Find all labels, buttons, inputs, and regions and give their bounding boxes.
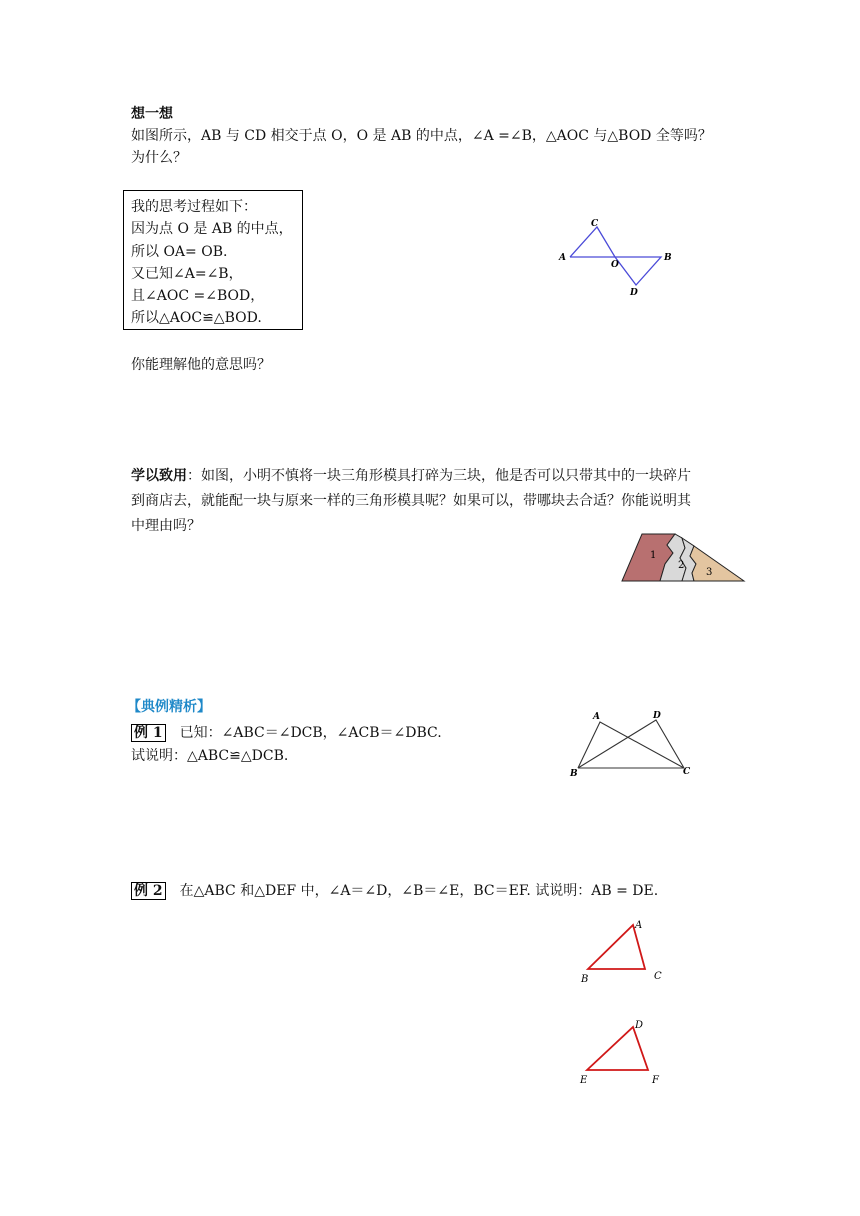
prompt-understand: 你能理解他的意思吗？ bbox=[131, 357, 271, 373]
example-1-figure bbox=[568, 708, 698, 780]
tri2-label-E: E bbox=[580, 1075, 588, 1086]
tri2-label-F: F bbox=[652, 1075, 659, 1086]
example-1-given bbox=[131, 723, 442, 743]
label-B: B bbox=[664, 253, 672, 263]
piece-3-label: 3 bbox=[706, 567, 713, 578]
ex1-label-B: B bbox=[570, 769, 578, 779]
broken-triangle-figure bbox=[620, 528, 748, 584]
apply-label: 学以致用 bbox=[131, 468, 187, 484]
ex1-label-A: A bbox=[593, 712, 600, 722]
box-line: 且∠AOC =∠BOD， bbox=[131, 288, 265, 305]
example-1-given-text: 已知：∠ABC＝∠DCB，∠ACB＝∠DBC. bbox=[179, 725, 442, 741]
piece-1-label: 1 bbox=[650, 550, 657, 561]
tri1-label-C: C bbox=[654, 971, 662, 982]
apply-text: ：如图，小明不慎将一块三角形模具打碎为三块，他是否可以只带其中的一块碎片 bbox=[187, 468, 691, 484]
box-line: 我的思考过程如下： bbox=[131, 199, 257, 215]
example-2-tag: 例 2 bbox=[131, 882, 166, 900]
box-line: 所以 OA= OB. bbox=[131, 243, 228, 260]
label-C: C bbox=[591, 219, 599, 229]
example-1-tag: 例 1 bbox=[131, 724, 166, 742]
label-A: A bbox=[559, 253, 566, 263]
apply-line-1 bbox=[131, 466, 691, 486]
triangle-def-figure bbox=[575, 1015, 675, 1090]
question-line-2: 为什么？ bbox=[131, 150, 187, 166]
thinking-process-box bbox=[123, 190, 303, 330]
box-line: 又已知∠A=∠B， bbox=[131, 265, 243, 282]
question-line-1: 如图所示，AB 与 CD 相交于点 O，O 是 AB 的中点，∠A =∠B，△AOC 与△BOD 全等吗？ bbox=[131, 128, 712, 144]
label-D: D bbox=[630, 288, 638, 298]
ex1-label-D: D bbox=[653, 711, 661, 721]
label-O: O bbox=[611, 260, 619, 270]
example-2-text bbox=[131, 881, 658, 901]
triangle-abc-figure bbox=[575, 915, 675, 990]
tri1-label-B: B bbox=[581, 974, 589, 985]
apply-line-3: 中理由吗？ bbox=[131, 518, 201, 534]
figure-aob-cod bbox=[555, 215, 685, 300]
box-line: 所以△AOC≌△BOD. bbox=[131, 310, 262, 327]
section-title-think: 想一想 bbox=[131, 106, 173, 122]
tri2-label-D: D bbox=[635, 1020, 644, 1031]
heading-example-analysis: 【典例精析】 bbox=[127, 699, 211, 715]
ex1-label-C: C bbox=[683, 767, 691, 777]
tri1-label-A: A bbox=[635, 920, 643, 931]
example-1-prove: 试说明：△ABC≌△DCB. bbox=[131, 748, 289, 764]
box-line: 因为点 O 是 AB 的中点， bbox=[131, 221, 293, 238]
piece-2-label: 2 bbox=[678, 560, 685, 571]
example-2-body: 在△ABC 和△DEF 中，∠A＝∠D，∠B＝∠E，BC＝EF. 试说明：AB = DE. bbox=[179, 883, 659, 899]
apply-line-2: 到商店去，就能配一块与原来一样的三角形模具呢？如果可以，带哪块去合适？你能说明其 bbox=[131, 493, 691, 509]
